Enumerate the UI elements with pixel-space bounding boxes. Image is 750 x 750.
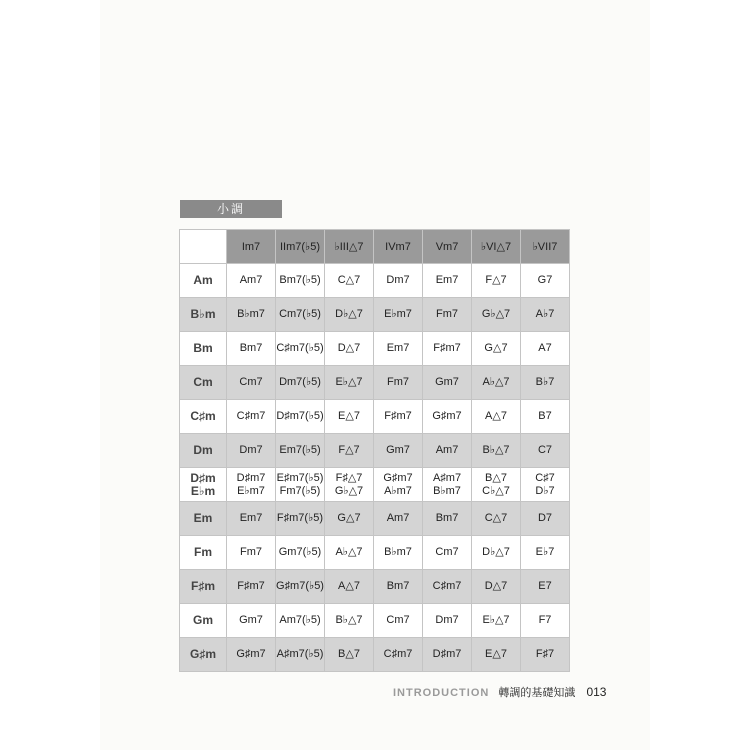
chord-name: A♭△7 <box>482 376 510 388</box>
chord-name: D♭7 <box>535 484 555 497</box>
chord-cell <box>374 332 423 366</box>
chord-cell <box>325 638 374 672</box>
chord-cell <box>472 400 521 434</box>
chord-name: B♭△7 <box>335 614 363 626</box>
chord-cell <box>276 638 325 672</box>
table-row <box>180 536 570 570</box>
chord-name: D♭△7 <box>482 546 510 558</box>
chord-name: Em7 <box>239 512 263 524</box>
chord-name: B7 <box>538 410 552 422</box>
chord-cell <box>472 366 521 400</box>
chord-cell <box>423 332 472 366</box>
chord-cell <box>374 366 423 400</box>
chord-cell <box>227 536 276 570</box>
chord-cell <box>374 638 423 672</box>
key-name: B♭m <box>190 307 216 321</box>
table-row <box>180 502 570 536</box>
key-name: C♯m <box>190 409 216 423</box>
chord-cell <box>521 332 570 366</box>
chord-name: C△7 <box>337 274 361 286</box>
chord-cell <box>276 434 325 468</box>
chord-name: D△7 <box>484 580 508 592</box>
chord-name: F♯7 <box>535 648 555 660</box>
table-row <box>180 332 570 366</box>
chord-cell <box>423 604 472 638</box>
column-header: Vm7 <box>423 230 472 264</box>
chord-name: E7 <box>538 580 552 592</box>
key-label <box>180 604 227 638</box>
chord-cell <box>325 468 374 502</box>
chord-name: Am7 <box>386 512 410 524</box>
chord-cell <box>521 604 570 638</box>
key-name: Am <box>193 273 213 287</box>
chord-name: G♯m7(♭5) <box>276 580 324 592</box>
chord-name: D♯m7 <box>432 648 462 660</box>
chord-name: E△7 <box>485 648 507 660</box>
chord-name: Bm7(♭5) <box>279 274 321 286</box>
key-name: E♭m <box>190 483 216 498</box>
chord-name: Cm7 <box>435 546 459 558</box>
chord-name: G♯m7 <box>236 648 266 660</box>
chord-name: B♭m7 <box>433 484 461 497</box>
chord-cell <box>521 468 570 502</box>
chord-cell <box>325 434 374 468</box>
chord-table <box>179 229 570 672</box>
chord-cell <box>227 332 276 366</box>
chord-name: Cm7(♭5) <box>279 308 321 320</box>
chord-name: B♭m7 <box>237 308 265 320</box>
chord-cell <box>227 570 276 604</box>
chord-cell <box>325 400 374 434</box>
chord-cell <box>423 264 472 298</box>
key-label <box>180 570 227 604</box>
key-name: Bm <box>193 341 213 355</box>
chord-cell <box>276 502 325 536</box>
chord-name: F♯m7 <box>237 580 265 592</box>
key-name: G♯m <box>189 647 216 661</box>
chord-cell <box>423 638 472 672</box>
chord-name: Bm7 <box>239 342 263 354</box>
chord-cell <box>374 468 423 502</box>
chord-cell <box>276 468 325 502</box>
chord-name: Dm7 <box>386 274 410 286</box>
chord-name: C♯m7(♭5) <box>276 342 324 354</box>
chord-name: B△7 <box>338 648 360 660</box>
table-row <box>180 434 570 468</box>
chord-name: A♭m7 <box>384 484 412 497</box>
chord-cell <box>423 468 472 502</box>
section-label: 小調 <box>180 200 282 218</box>
chord-name: B♭m7 <box>384 546 412 558</box>
chord-cell <box>423 536 472 570</box>
chord-name: Dm7 <box>435 614 459 626</box>
key-label <box>180 332 227 366</box>
column-header: IIm7(♭5) <box>276 230 325 264</box>
chord-name: F△7 <box>338 444 360 456</box>
chord-name: F♯△7 <box>335 471 363 484</box>
footer-subtitle: 轉調的基礎知識 <box>498 687 576 699</box>
chord-cell <box>521 536 570 570</box>
column-header: Im7 <box>227 230 276 264</box>
chord-name: G△7 <box>484 342 508 354</box>
chord-name: C♯m7 <box>383 648 413 660</box>
chord-cell <box>227 366 276 400</box>
chord-name: Dm7(♭5) <box>279 376 321 388</box>
chord-cell <box>423 366 472 400</box>
chord-cell <box>521 298 570 332</box>
chord-cell <box>423 298 472 332</box>
chord-cell <box>472 536 521 570</box>
column-header: IVm7 <box>374 230 423 264</box>
chord-cell <box>472 468 521 502</box>
chord-cell <box>521 638 570 672</box>
key-name: Dm <box>193 443 213 457</box>
chord-name: Gm7(♭5) <box>278 546 322 558</box>
chord-cell <box>472 638 521 672</box>
page-number: 013 <box>586 685 607 699</box>
chord-name: E♭m7 <box>237 484 265 497</box>
chord-cell <box>325 298 374 332</box>
table-row <box>180 366 570 400</box>
chord-cell <box>276 536 325 570</box>
chord-cell <box>325 604 374 638</box>
table-row <box>180 468 570 502</box>
table-row <box>180 638 570 672</box>
key-label <box>180 434 227 468</box>
key-name: Cm <box>193 375 213 389</box>
chord-cell <box>374 264 423 298</box>
key-label <box>180 536 227 570</box>
key-label <box>180 366 227 400</box>
column-header: ♭III△7 <box>325 230 374 264</box>
chord-cell <box>472 434 521 468</box>
chord-name: G♯m7 <box>432 410 462 422</box>
chord-cell <box>374 502 423 536</box>
footer-section: INTRODUCTION <box>393 687 490 699</box>
chord-name: Gm7 <box>239 614 263 626</box>
chord-name: A△7 <box>485 410 507 422</box>
chord-cell <box>227 434 276 468</box>
chord-name: F7 <box>538 614 552 626</box>
chord-cell <box>521 264 570 298</box>
chord-cell <box>423 570 472 604</box>
chord-name: Cm7 <box>386 614 410 626</box>
chord-name: Bm7 <box>386 580 410 592</box>
chord-cell <box>276 570 325 604</box>
chord-name: Fm7 <box>436 308 458 320</box>
chord-name: C♭△7 <box>482 484 510 497</box>
chord-name: C♯7 <box>535 471 555 484</box>
chord-name: E♭7 <box>535 546 555 558</box>
chord-name: D♯m7 <box>236 471 266 484</box>
column-header: ♭VII7 <box>521 230 570 264</box>
chord-name: C△7 <box>484 512 508 524</box>
chord-cell <box>374 434 423 468</box>
chord-cell <box>472 298 521 332</box>
chord-cell <box>276 604 325 638</box>
chord-name: A♭7 <box>535 308 555 320</box>
chord-name: Em7(♭5) <box>279 444 321 456</box>
key-label <box>180 502 227 536</box>
chord-cell <box>472 604 521 638</box>
table-body <box>180 264 570 672</box>
chord-name: B♭△7 <box>482 444 510 456</box>
chord-cell <box>325 366 374 400</box>
chord-name: B♭7 <box>535 376 555 388</box>
chord-cell <box>276 400 325 434</box>
chord-name: G♭△7 <box>334 484 364 497</box>
key-name: D♯m <box>190 470 216 485</box>
column-header: ♭VI△7 <box>472 230 521 264</box>
chord-name: C♯m7 <box>236 410 266 422</box>
chord-cell <box>374 570 423 604</box>
chord-name: G♭△7 <box>481 308 511 320</box>
chord-name: A♭△7 <box>335 546 363 558</box>
chord-name: Am7(♭5) <box>279 614 321 626</box>
chord-cell <box>521 502 570 536</box>
chord-cell <box>227 264 276 298</box>
page-footer <box>393 684 606 700</box>
chord-cell <box>325 502 374 536</box>
chord-name: Cm7 <box>239 376 263 388</box>
chord-name: E♭△7 <box>482 614 510 626</box>
chord-name: G△7 <box>337 512 361 524</box>
chord-name: A♯m7(♭5) <box>276 648 324 660</box>
chord-name: F♯m7 <box>384 410 412 422</box>
table-row <box>180 604 570 638</box>
chord-name: Gm7 <box>435 376 459 388</box>
chord-cell <box>472 264 521 298</box>
chord-cell <box>325 332 374 366</box>
chord-cell <box>227 604 276 638</box>
chord-name: E♭m7 <box>384 308 412 320</box>
chord-cell <box>276 332 325 366</box>
chord-cell <box>227 298 276 332</box>
chord-cell <box>423 400 472 434</box>
chord-name: D△7 <box>337 342 361 354</box>
chord-cell <box>472 332 521 366</box>
chord-cell <box>325 570 374 604</box>
chord-cell <box>276 264 325 298</box>
key-label <box>180 400 227 434</box>
header-row <box>180 230 570 264</box>
chord-name: D♯m7(♭5) <box>276 410 324 422</box>
chord-cell <box>227 638 276 672</box>
chord-name: F△7 <box>485 274 507 286</box>
chord-name: G7 <box>537 274 553 286</box>
chord-name: A♯m7 <box>432 471 462 484</box>
chord-cell <box>472 502 521 536</box>
table-row <box>180 264 570 298</box>
table-row <box>180 400 570 434</box>
chord-name: B△7 <box>485 471 507 484</box>
chord-cell <box>227 502 276 536</box>
chord-cell <box>472 570 521 604</box>
chord-cell <box>227 400 276 434</box>
chord-name: D7 <box>537 512 553 524</box>
chord-cell <box>374 298 423 332</box>
chord-name: D♭△7 <box>335 308 363 320</box>
key-label <box>180 638 227 672</box>
chord-name: Bm7 <box>435 512 459 524</box>
chord-cell <box>374 604 423 638</box>
chord-cell <box>423 434 472 468</box>
chord-name: G♯m7 <box>383 471 413 484</box>
chord-cell <box>325 264 374 298</box>
chord-cell <box>276 366 325 400</box>
key-label <box>180 298 227 332</box>
chord-name: Dm7 <box>239 444 263 456</box>
chord-cell <box>521 434 570 468</box>
chord-name: Fm7 <box>387 376 409 388</box>
chord-cell <box>374 536 423 570</box>
key-label <box>180 264 227 298</box>
chord-name: E♭△7 <box>335 376 363 388</box>
chord-name: Am7 <box>435 444 459 456</box>
corner-cell <box>180 230 227 264</box>
chord-name: Em7 <box>435 274 459 286</box>
chord-name: A△7 <box>338 580 360 592</box>
chord-name: Fm7(♭5) <box>279 484 321 497</box>
key-name: F♯m <box>191 579 215 593</box>
key-name: Gm <box>192 613 213 627</box>
chord-cell <box>521 400 570 434</box>
key-name: Fm <box>194 545 212 559</box>
chord-name: C7 <box>537 444 553 456</box>
chord-name: A7 <box>538 342 552 354</box>
chord-name: Fm7 <box>240 546 262 558</box>
chord-cell <box>374 400 423 434</box>
chord-name: F♯m7 <box>433 342 461 354</box>
key-name: Em <box>193 511 213 525</box>
key-label <box>180 468 227 502</box>
chord-cell <box>423 502 472 536</box>
chord-cell <box>276 298 325 332</box>
table-row <box>180 570 570 604</box>
chord-cell <box>521 570 570 604</box>
chord-cell <box>521 366 570 400</box>
chord-name: E△7 <box>338 410 360 422</box>
table-row <box>180 298 570 332</box>
chord-cell <box>325 536 374 570</box>
chord-name: Gm7 <box>386 444 410 456</box>
chord-name: E♯m7(♭5) <box>276 471 324 484</box>
chord-name: C♯m7 <box>432 580 462 592</box>
chord-name: Am7 <box>239 274 263 286</box>
chord-cell <box>227 468 276 502</box>
chord-name: Em7 <box>386 342 410 354</box>
chord-name: F♯m7(♭5) <box>276 512 324 524</box>
